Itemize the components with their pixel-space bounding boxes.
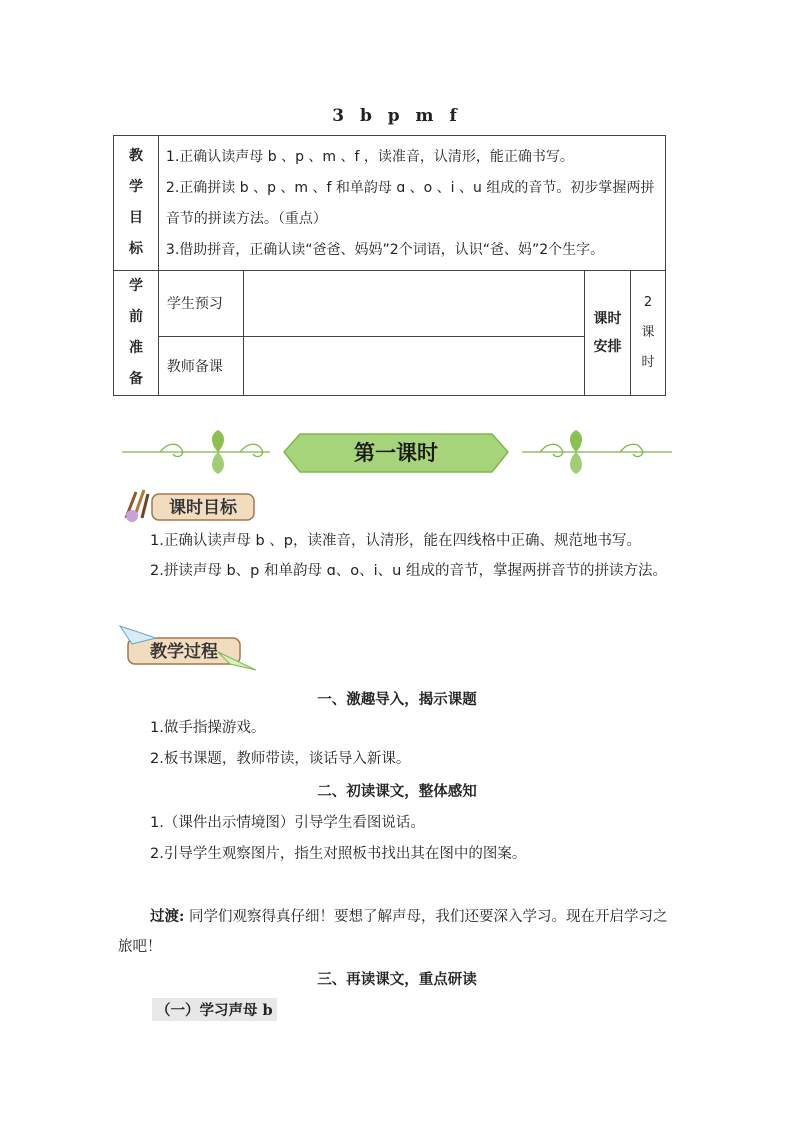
svg-text:教学过程: 教学过程 <box>150 642 218 662</box>
banner-text: 第一课时 <box>354 440 438 465</box>
schedule-label: 课时 安排 <box>585 271 631 396</box>
transition-label: 过渡: <box>150 908 185 925</box>
teaching-process-badge <box>118 624 258 672</box>
svg-text:课时目标: 课时目标 <box>169 498 237 518</box>
section-heading-1: 一、激趣导入，揭示课题 <box>317 691 477 708</box>
brushes-icon <box>126 490 148 522</box>
lesson-banner <box>120 428 674 478</box>
transition-paragraph <box>118 902 678 962</box>
student-prep-value <box>243 271 584 337</box>
process-item: 2.板书课题，教师带读，谈话导入新课。 <box>150 751 411 767</box>
teacher-prep-label: 教师备课 <box>158 336 243 395</box>
lesson-goal-badge <box>118 488 258 524</box>
subsection-heading: （一）学习声母 b <box>152 998 277 1021</box>
page-title: 3 b p m f <box>332 106 462 126</box>
process-item: 1.（课件出示情境图）引导学生看图说话。 <box>150 815 425 831</box>
goal-item: 3.借助拼音，正确认读“爸爸、妈妈”2个词语，认识“爸、妈”2个生字。 <box>165 242 605 258</box>
lesson-goal-2: 2.拼读声母 b、p 和单韵母 ɑ、o、i、u 组成的音节，掌握两拼音节的拼读方法。 <box>150 563 667 579</box>
prep-header: 学 前 准 备 <box>114 271 159 396</box>
lesson-plan-table <box>113 135 666 396</box>
teaching-goals <box>158 136 665 271</box>
goals-header: 教 学 目 标 <box>114 136 159 271</box>
goal-item: 2.正确拼读 b 、p 、m 、f 和单韵母 ɑ 、o 、i 、u 组成的音节。初步掌握两拼音节的拼读方法。（重点） <box>165 180 655 227</box>
transition-text: 同学们观察得真仔细！要想了解声母，我们还要深入学习。现在开启学习之旅吧！ <box>118 909 668 955</box>
teacher-prep-value <box>243 336 584 395</box>
goal-item: 1.正确认读声母 b 、p 、m 、f ，读准音，认清形，能正确书写。 <box>165 149 574 165</box>
student-prep-label: 学生预习 <box>158 271 243 337</box>
process-item: 1.做手指操游戏。 <box>150 720 266 736</box>
process-item: 2.引导学生观察图片，指生对照板书找出其在图中的图案。 <box>150 846 527 862</box>
schedule-value: 2 课 时 <box>631 271 666 396</box>
lesson-goal-1: 1.正确认读声母 b 、p，读准音，认清形，能在四线格中正确、规范地书写。 <box>150 533 641 549</box>
section-heading-3: 三、再读课文，重点研读 <box>317 971 477 988</box>
section-heading-2: 二、初读课文，整体感知 <box>317 783 477 800</box>
